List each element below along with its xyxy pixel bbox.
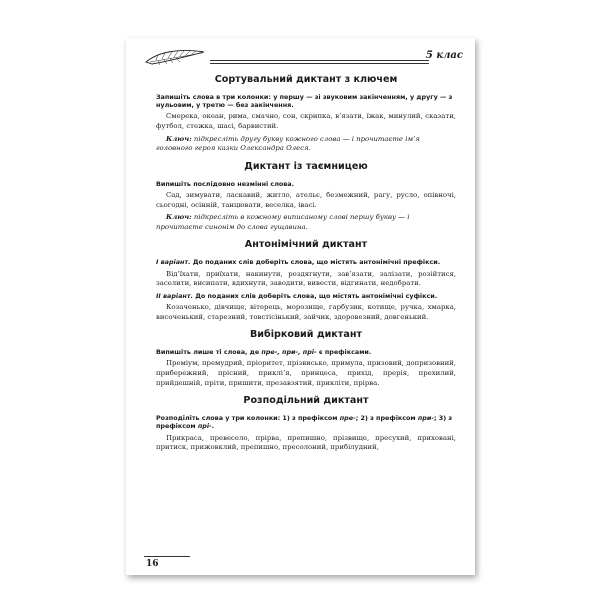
prefix: пре- bbox=[339, 414, 356, 423]
task-text: є префіксами. bbox=[316, 348, 372, 357]
exercise-text: Від’їхати, приїхати, накинути, роздягнути, зав’язати, залізати, розійтися, заселити, висипати, вдихнути, заводити, вивести, відгинати, недобрати. bbox=[156, 269, 456, 288]
task-text: ; 2) з префіксом bbox=[355, 414, 418, 423]
key-label: Ключ: bbox=[166, 213, 192, 222]
grade-label: 5 клас bbox=[425, 50, 463, 61]
page-content bbox=[156, 74, 456, 456]
task-instruction bbox=[156, 414, 456, 430]
task-instruction: Запишіть слова в три колонки: у першу — зі звуковим закінченням, у другу — з нульовим, у третю — без закінчення. bbox=[156, 93, 453, 110]
exercise-text: Козаченько, дівчище, вітерець, морозище, гарбузик, котище, ручка, хмарка, височенький, старезний, товстісінький, зайчик, здоровезний, довгенький. bbox=[156, 302, 456, 321]
exercise-text: Сад, зимувати, ласкавий, житло, ательє, безмежний, рагу, русло, опівночі, сьогодні, осінній, танцювати, веселка, івасі. bbox=[156, 190, 456, 209]
prefix-list: пре-, при-, прі- bbox=[261, 348, 317, 357]
section-title: Розподільний диктант bbox=[243, 395, 369, 407]
section-title: Антонімічний диктант bbox=[244, 239, 368, 251]
task-instruction bbox=[156, 348, 456, 356]
section-title: Вибірковий диктант bbox=[249, 329, 363, 341]
variant-label: І варіант. bbox=[156, 258, 191, 267]
header-rule-thin bbox=[210, 63, 429, 64]
book-page bbox=[126, 38, 475, 575]
prefix: при- bbox=[417, 414, 435, 423]
variant-task: До поданих слів доберіть слова, що містять антонімічні префікси. bbox=[192, 258, 441, 267]
key-hint bbox=[156, 135, 456, 154]
header-rule bbox=[210, 60, 429, 61]
key-text: підкресліть в кожному виписаному слові першу букву — і прочитаєте синонім до слова гущавина. bbox=[156, 213, 410, 231]
page-number: 16 bbox=[146, 559, 159, 569]
key-text: підкресліть другу букву кожного слова — і прочитаєте ім’я головного героя казки Олександра Олеся. bbox=[156, 134, 420, 153]
exercise-text: Смерека, океан, рима, смачно, сон, скрипка, в’язати, їжак, минулий, сказати, футбол, стежка, шасі, барвистий. bbox=[156, 112, 456, 130]
variant-label: ІІ варіант. bbox=[156, 291, 193, 300]
section-title: Сортувальний диктант з ключем bbox=[214, 74, 398, 85]
prefix: прі- bbox=[197, 422, 212, 431]
variant-task: До поданих слів доберіть слова, що містять антонімічні суфікси. bbox=[195, 291, 438, 300]
task-text: . bbox=[211, 422, 215, 431]
exercise-text: Прикраса, превесело, прірва, препишно, прізвище, пресухий, приховані, притиск, прижовклий, препишно, пресолоний, прибілудний, bbox=[156, 433, 456, 452]
key-label: Ключ: bbox=[166, 134, 192, 143]
task-instruction bbox=[156, 258, 456, 266]
task-text: ; 3) з префіксом bbox=[156, 414, 453, 431]
task-text: Випишіть лише ті слова, де bbox=[156, 348, 262, 357]
task-instruction: Випишіть послідовно незмінні слова. bbox=[156, 179, 295, 188]
section-title: Диктант із таємницею bbox=[244, 160, 368, 172]
footer-rule bbox=[144, 556, 190, 557]
feather-ornament-icon bbox=[144, 46, 206, 68]
task-instruction bbox=[156, 292, 456, 300]
key-hint bbox=[156, 213, 456, 232]
exercise-text: Преміум, премудрий, пріоритет, прізвисько, примула, призовий, допризовний, прибережний, прісний, приклі’я, принцеса, прихід, прерія, прехилий, прийдешній, пріти, пришити, презавзятий, прикліти, прірва. bbox=[156, 359, 456, 387]
task-text: Розподіліть слова у три колонки: 1) з префіксом bbox=[156, 414, 340, 423]
